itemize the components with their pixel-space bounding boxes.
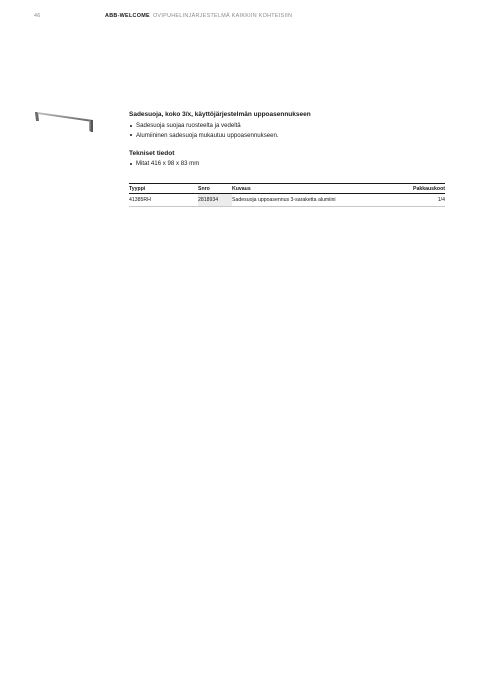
brand-name: ABB-WELCOME bbox=[105, 13, 150, 19]
tech-spec-item: Mitat 416 x 98 x 83 mm bbox=[129, 159, 445, 169]
column-header-pack-size: Pakkauskoot bbox=[412, 185, 445, 192]
cell-description: Sadesuoja uppoasennus 3-saraketta alumiini bbox=[232, 197, 336, 203]
rain-cover-bar-icon bbox=[33, 110, 95, 134]
product-table bbox=[129, 183, 445, 207]
column-header-type: Tyyppi bbox=[129, 185, 146, 192]
header-subtitle: OVIPUHELINJÄRJESTELMÄ KAIKKIIN KOHTEISIIN bbox=[152, 13, 293, 19]
product-section bbox=[129, 110, 445, 169]
page-number: 46 bbox=[34, 13, 41, 19]
rain-cover-bar-image bbox=[33, 110, 95, 134]
page-header bbox=[34, 13, 292, 19]
cell-sno: 2818934 bbox=[198, 194, 232, 207]
tech-specs-title: Tekniset tiedot bbox=[129, 150, 175, 157]
feature-list bbox=[129, 121, 445, 140]
table-row bbox=[129, 194, 445, 207]
column-header-description: Kuvaus bbox=[232, 185, 251, 192]
cell-pack-size: 1/4 bbox=[437, 197, 445, 203]
feature-item: Alumiininen sadesuoja mukautuu uppoasennukseen. bbox=[129, 131, 445, 141]
product-title: Sadesuoja, koko 3/x, käyttöjärjestelmän uppoasennukseen bbox=[129, 111, 311, 118]
feature-item: Sadesuoja suojaa ruosteelta ja vedeltä bbox=[129, 121, 445, 131]
tech-specs-list bbox=[129, 159, 445, 169]
cell-type: 41385RH bbox=[129, 197, 151, 203]
table-header-row bbox=[129, 184, 445, 194]
column-header-sno: Snro bbox=[198, 185, 210, 192]
